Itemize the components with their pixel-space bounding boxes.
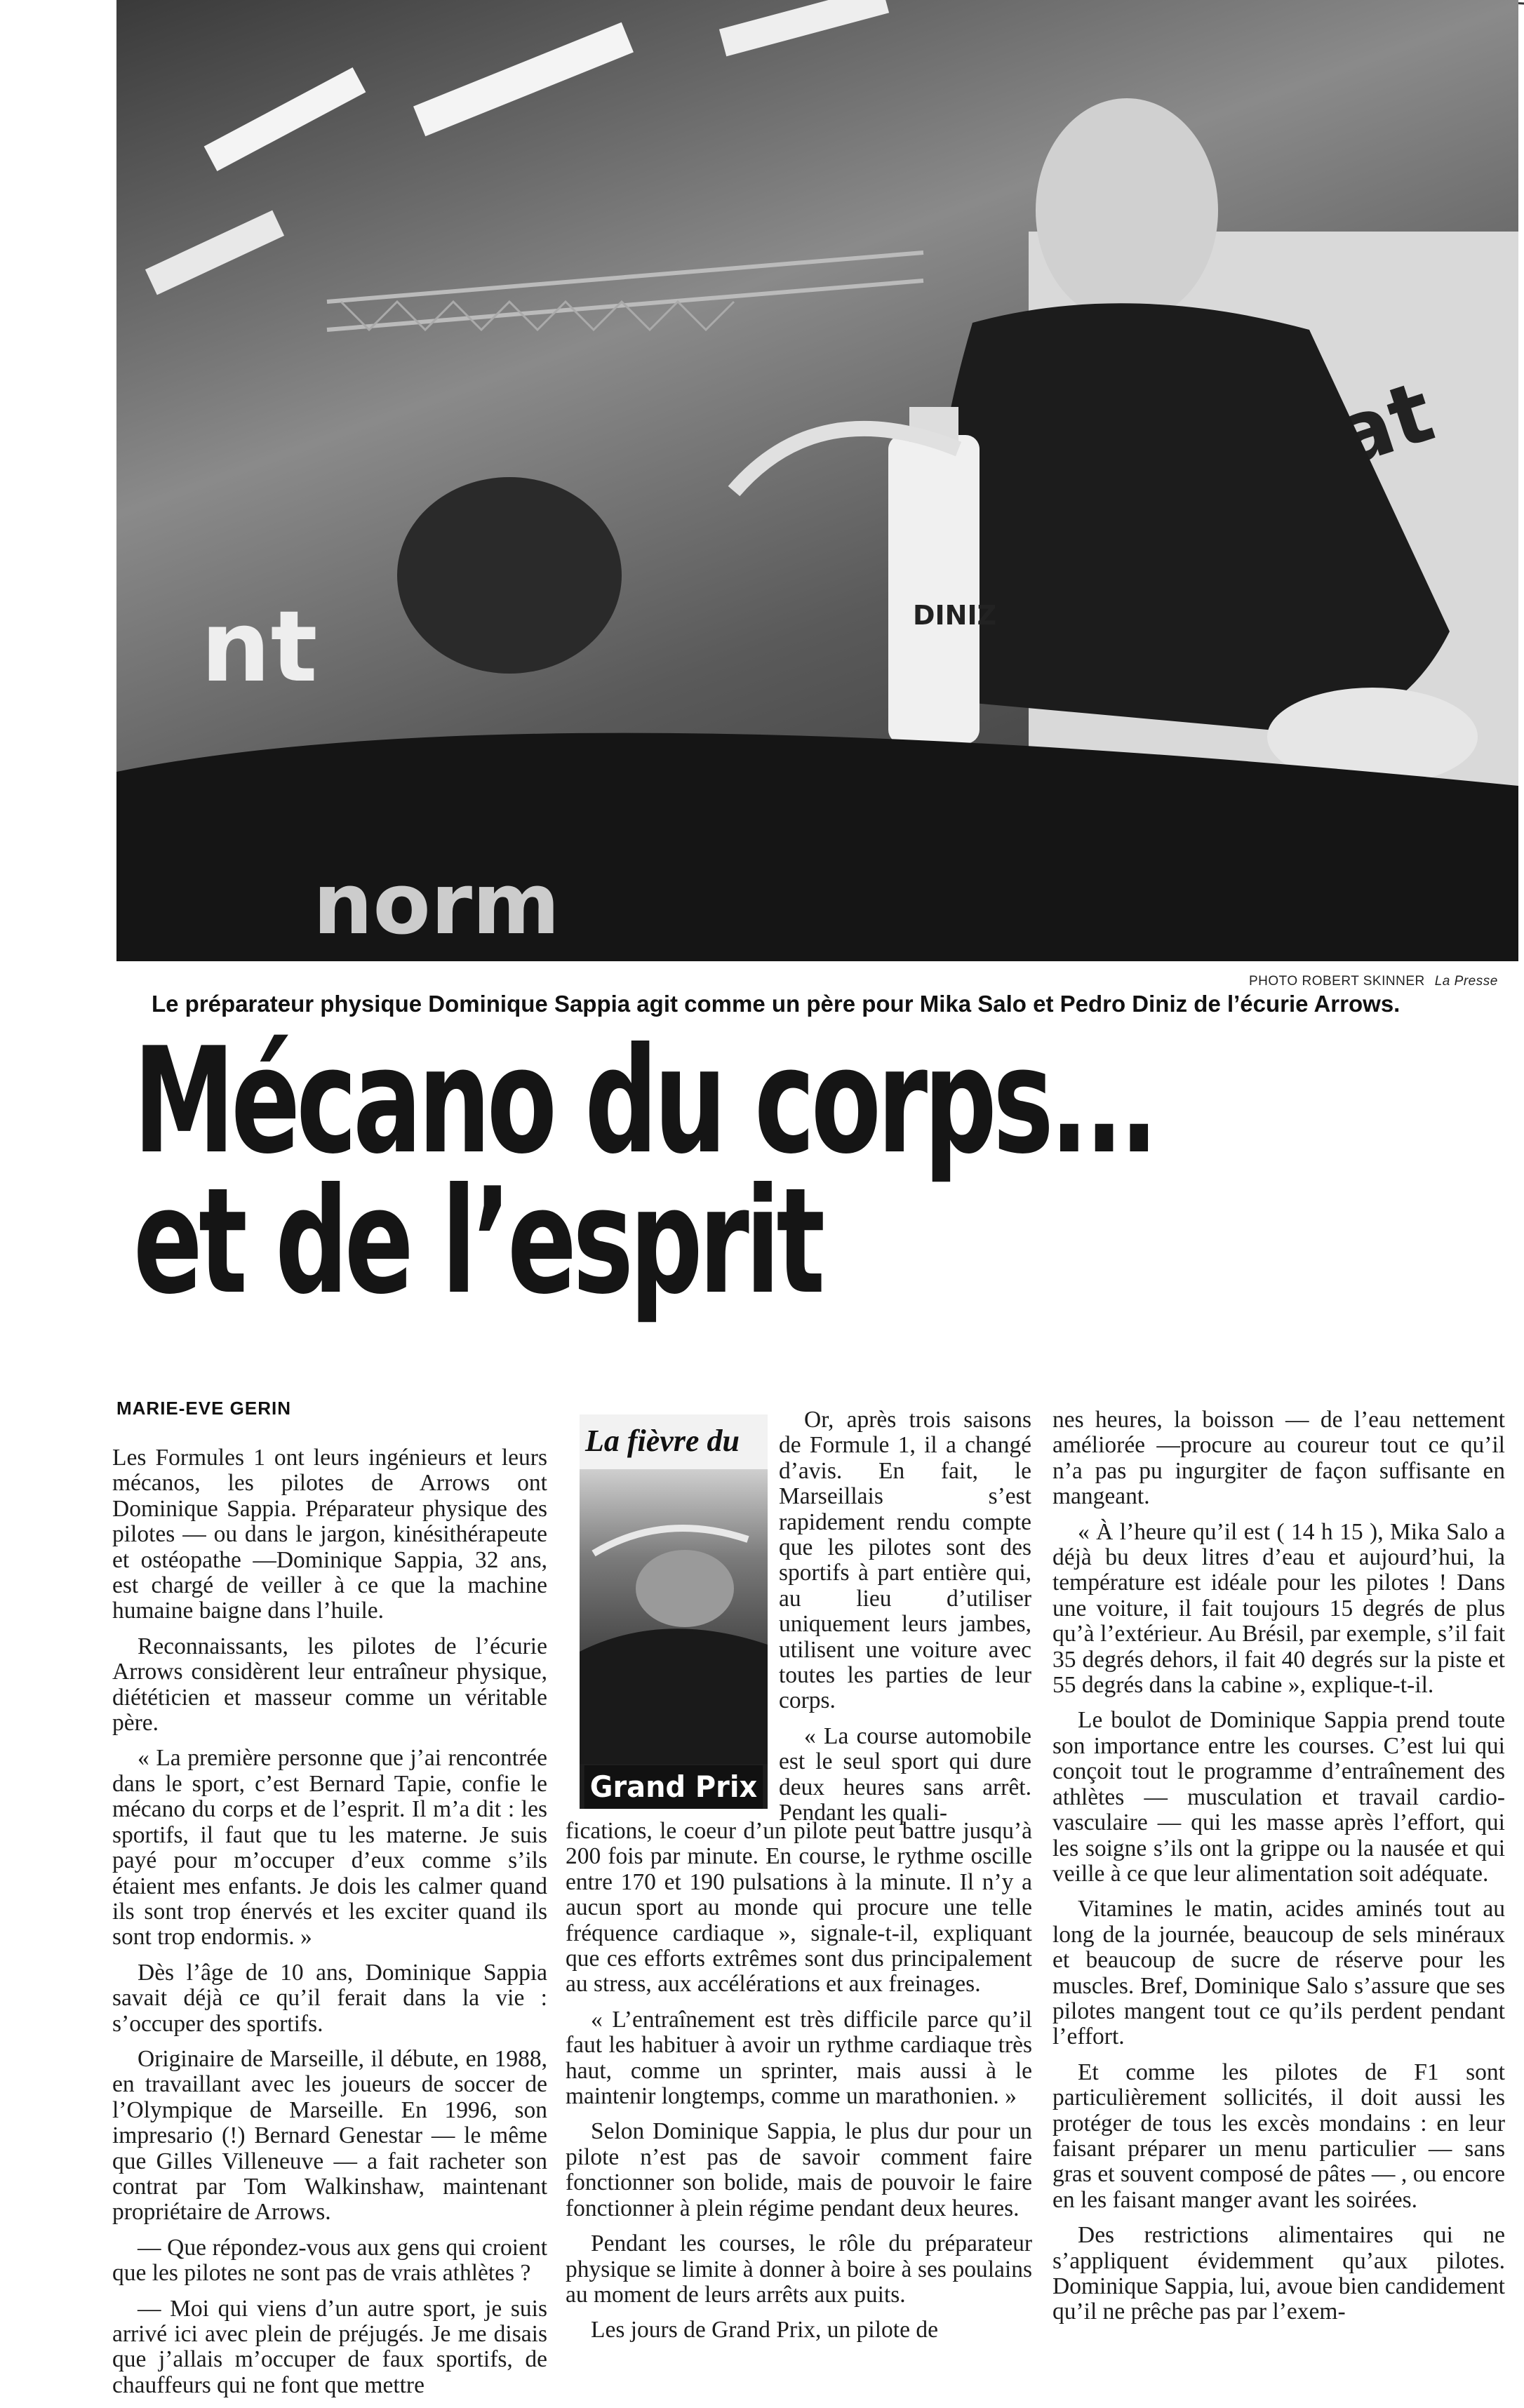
headline [133,1017,1155,1327]
paragraph: Dès l’âge de 10 ans, Dominique Sappia savait déjà ce qu’il ferait dans la vie : s’occuper des sportifs. [112,1959,547,2037]
paragraph: Vitamines le matin, acides aminés tout au long de la journée, beaucoup de sels minéraux et beaucoup de sucre de réserve pour les muscles. Bref, Dominique Salo s’assure que ses pilotes mangent tout ce qu’ils perdent pendant l’effort. [1052,1896,1505,2050]
paragraph: nes heures, la boisson — de l’eau nettement améliorée —procure au coureur tout ce qu’il n’a pas pu ingurgiter de façon suffisante en mangeant. [1052,1407,1505,1510]
paragraph: Le boulot de Dominique Sappia prend toute son importance entre les courses. C’est lui qui conçoit tout le programme d’entraînement des athlètes — musculation et travail cardio-vasculaire — qui les masse après l’effort, qui les soigne s’ils ont la grippe ou la nausée et qui veille à ce que leur alimentation soit adéquate. [1052,1707,1505,1887]
photo-credit-source: La Presse [1434,974,1498,989]
paragraph: Or, après trois saisons de Formule 1, il a changé d’avis. En fait, le Marseillais s’est rapidement rendu compte que les pilotes sont des sportifs à part entière qui, au lieu d’utiliser uniquement leurs jambes, utilisent une voiture avec toutes les parties de leur corps. [779,1407,1031,1714]
photo-caption: Le préparateur physique Dominique Sappia agit comme un père pour Mika Salo et Pedro Diniz de l’écurie Arrows. [152,991,1401,1017]
article-column-2-top [779,1407,1031,1836]
paragraph: Selon Dominique Sappia, le plus dur pour un pilote n’est pas de savoir comment faire fonctionner son bolide, mais de pouvoir le faire fonctionner à plein régime pendant deux heures. [566,2118,1032,2221]
paragraph: Les jours de Grand Prix, un pilote de [591,2317,938,2343]
sidebar-series-box [580,1414,768,1809]
sidebar-label: Grand Prix [584,1765,763,1809]
paragraph: — Moi qui viens d’un autre sport, je suis arrivé ici avec plein de préjugés. Je me disais que j’allais m’occuper de faux sportifs, de chauffeurs qui ne font que mettre [112,2295,547,2398]
article-photo [116,0,1518,961]
svg-text:nt: nt [201,590,318,704]
paragraph: « L’entraînement est très difficile parce qu’il faut les habituer à avoir un rythme cardiaque très haut, comme un sprinter, mais aussi à le maintenir longtemps, comme un marathonien. » [566,2006,1032,2110]
headline-line-2: et de l’esprit [133,1157,822,1327]
paragraph: Originaire de Marseille, il débute, en 1988, en travaillant avec les joueurs de soccer de l’Olympique de Marseille. En 1996, son impresario (!) Bernard Genestar — le même que Gilles Villeneuve — a fait racheter son contrat par Tom Walkinshaw, maintenant propriétaire de Arrows. [112,2045,547,2226]
article-column-2-bottom [566,1819,1032,2353]
paragraph: Pendant les courses, le rôle du préparateur physique se limite à donner à boire à ses poulains au moment de leurs arrêts aux puits. [566,2230,1032,2308]
paragraph: « La course automobile est le seul sport qui dure deux heures sans arrêt. Pendant les quali- [779,1723,1031,1826]
headline-line-1: Mécano du corps... [133,1017,1155,1186]
article-column-3 [1052,1407,1505,2335]
sidebar-kicker: La fièvre du [585,1424,740,1458]
svg-text:norm: norm [313,856,561,954]
svg-text:DINIZ: DINIZ [913,600,997,631]
photo-credit [1249,974,1498,989]
paragraph: fications, le coeur d’un pilote peut battre jusqu’à 200 fois par minute. En course, le rythme oscille entre 170 et 190 pulsations à la minute. Il n’y a aucun sport au monde qui procure une telle fréquence cardiaque », signale-t-il, expliquant que ces efforts extrêmes sont dus principalement au stress, aux accélérations et aux freinages. [566,1818,1032,1998]
paragraph: Et comme les pilotes de F1 sont particulièrement sollicités, il doit aussi les protéger de tous les excès mondains : en leur faisant préparer un menu particulier — sans gras et souvent composé de pâtes — , ou encore en les faisant manger avant les soirées. [1052,2059,1505,2213]
paragraph: Des restrictions alimentaires qui ne s’appliquent évidemment qu’aux pilotes. Dominique Sappia, lui, avoue bien candidement qu’il ne prêche pas par l’exem- [1052,2222,1505,2325]
paragraph: « La première personne que j’ai rencontrée dans le sport, c’est Bernard Tapie, confie le mécano du corps et de l’esprit. Il m’a dit : les sportifs, il faut que tu les materne. Je suis payé pour m’occuper d’eux comme s’ils étaient mes enfants. Je dois les calmer quand ils sont trop énervés et les exciter quand ils sont trop endormis. » [112,1745,547,1951]
article-column-1 [112,1445,547,2408]
byline: MARIE-EVE GERIN [116,1398,292,1419]
paragraph: Les Formules 1 ont leurs ingénieurs et leurs mécanos, les pilotes de Arrows ont Dominique Sappia. Préparateur physique des pilotes — ou dans le jargon, kinésithérapeute et ostéopathe —Dominique Sappia, 32 ans, est chargé de veiller à ce que la machine humaine baigne dans l’huile. [112,1445,547,1624]
paragraph: — Que répondez-vous aux gens qui croient que les pilotes ne sont pas de vrais athlètes ? [112,2234,547,2287]
sidebar-image [580,1469,768,1764]
paragraph: Reconnaissants, les pilotes de l’écurie Arrows considèrent leur entraîneur physique, diététicien et masseur comme un véritable père. [112,1633,547,1737]
photo-credit-photographer: PHOTO ROBERT SKINNER [1249,974,1425,989]
paragraph: « À l’heure qu’il est ( 14 h 15 ), Mika Salo a déjà bu deux litres d’eau et aujourd’hui, la température est idéale pour les pilotes ! Dans une voiture, il fait toujours 15 degrés de plus qu’à l’extérieur. Au Brésil, par exemple, s’il fait 35 degrés dehors, il fait 40 degrés sur la piste et 55 degrés dans la cabine », explique-t-il. [1052,1518,1505,1699]
